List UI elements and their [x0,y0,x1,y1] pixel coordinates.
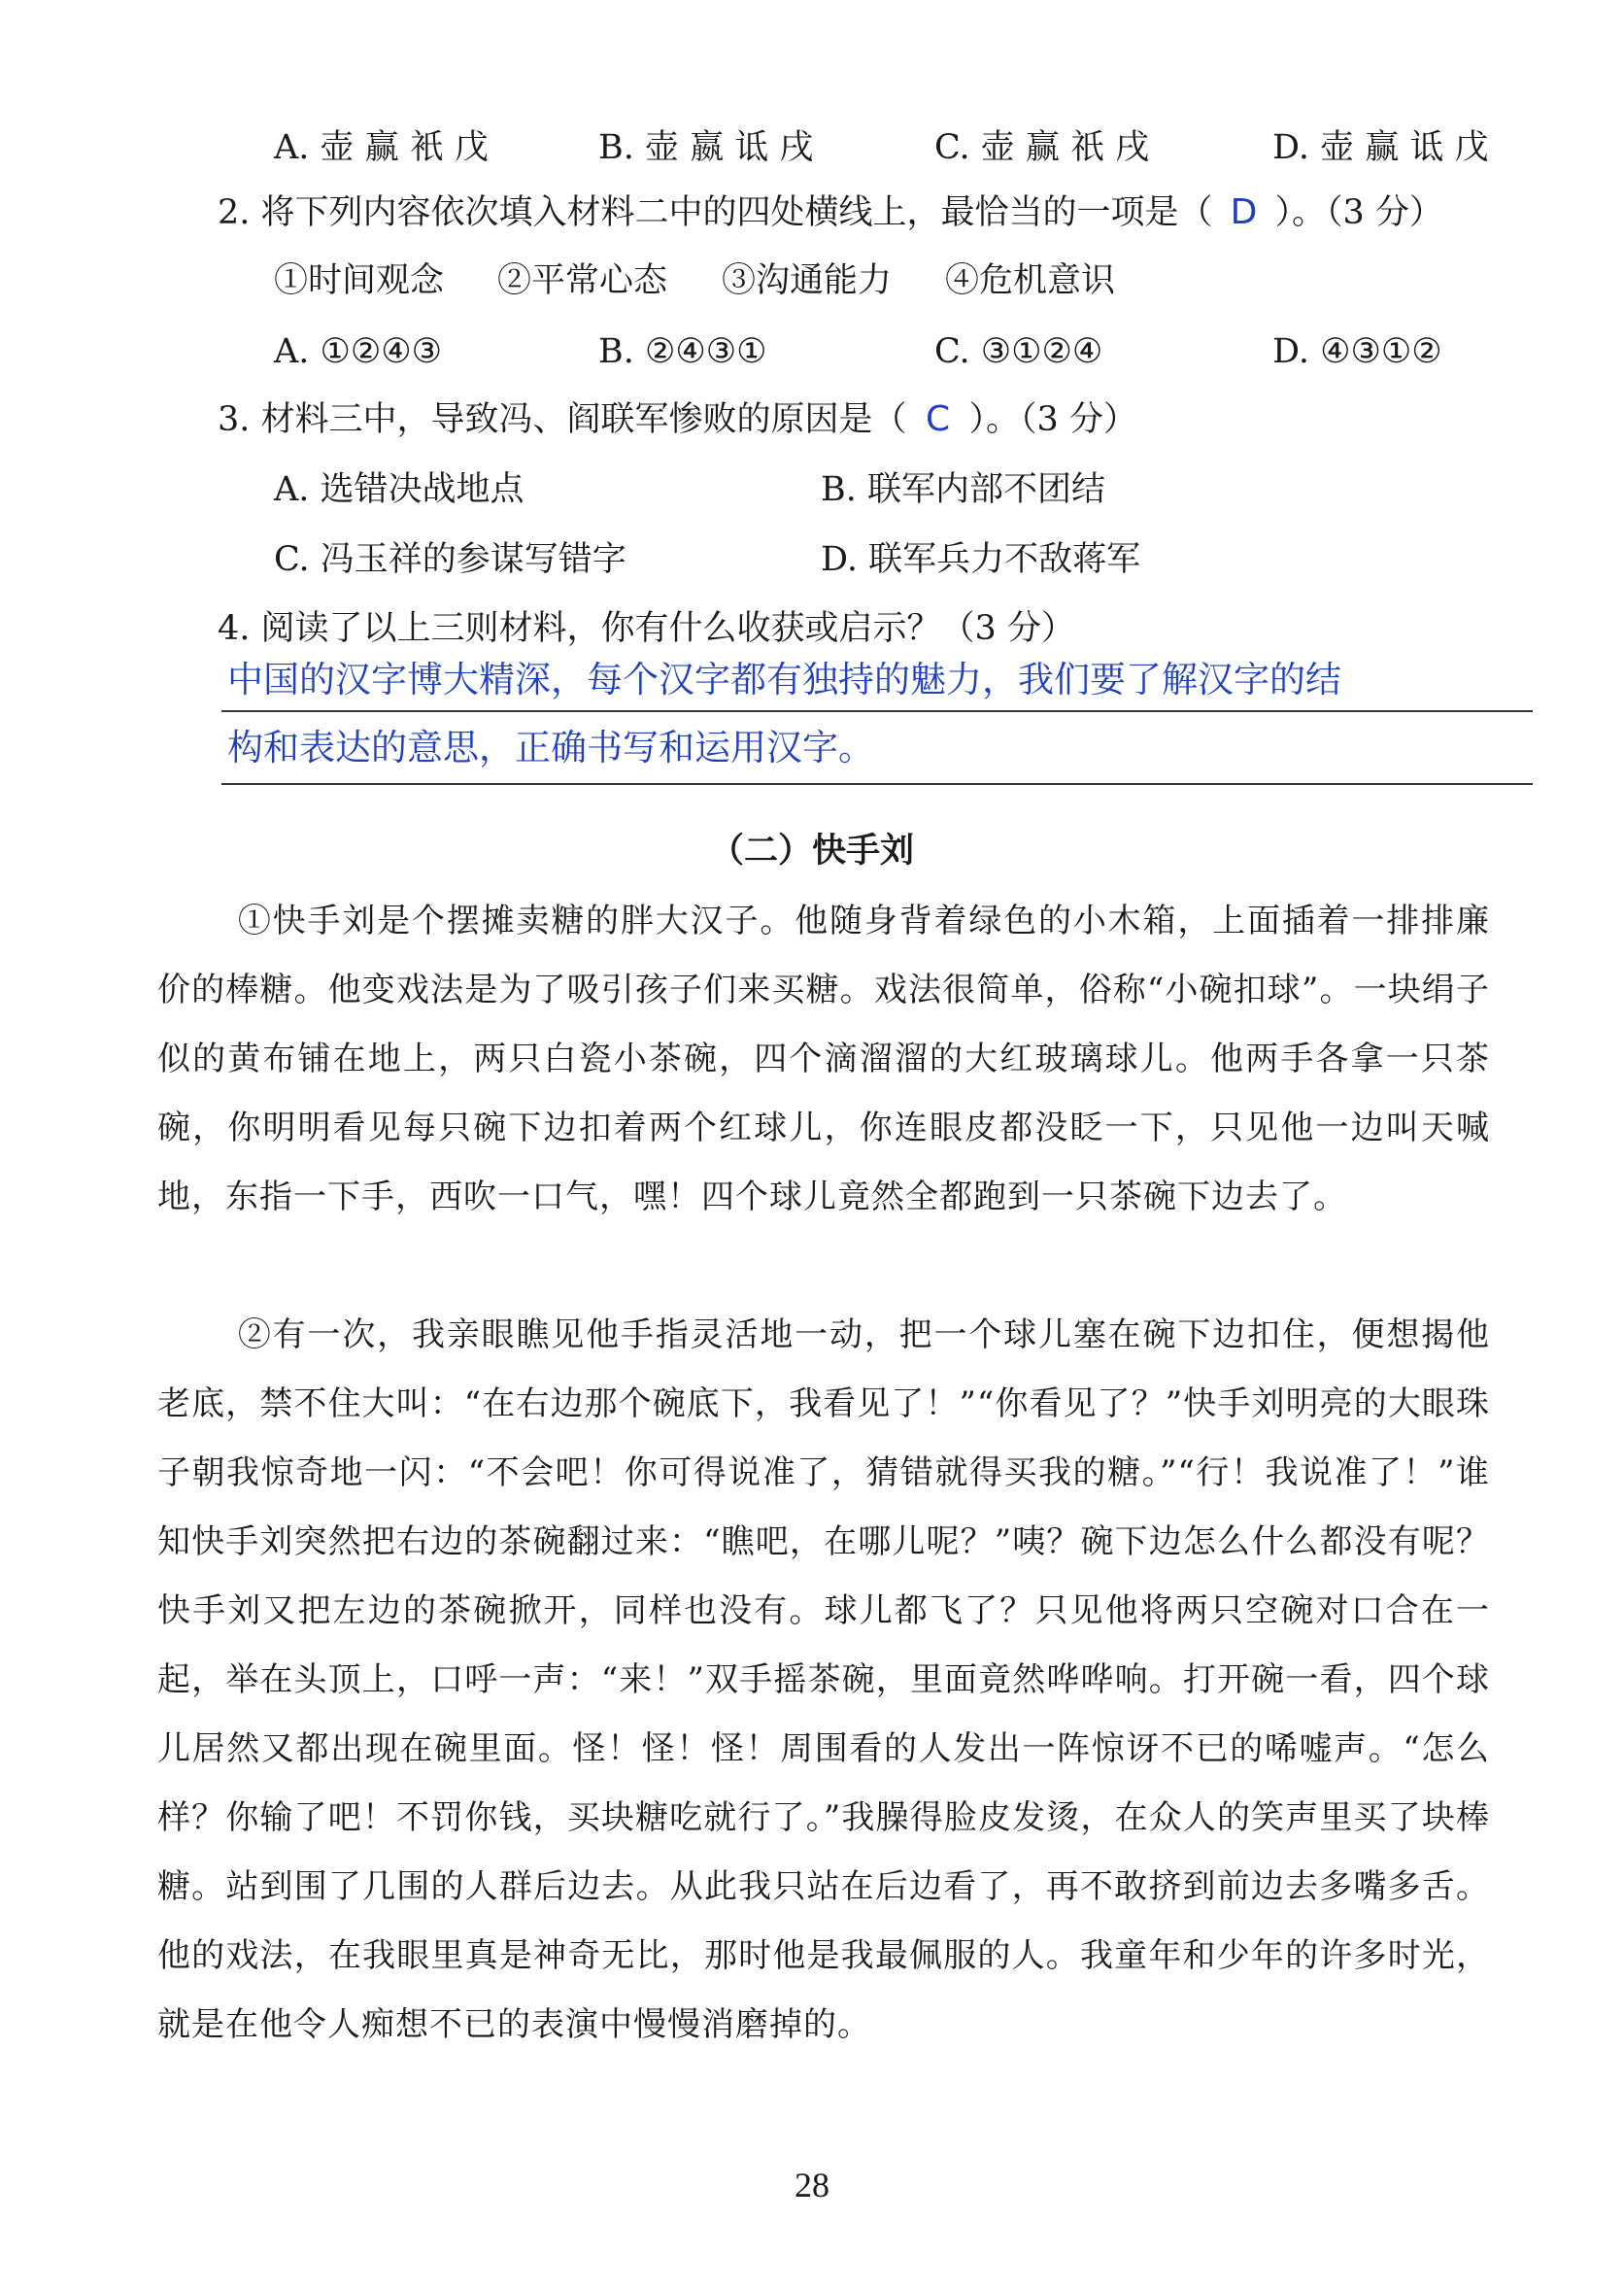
paragraph-2-text: ②有一次，我亲眼瞧见他手指灵活地一动，把一个球儿塞在碗下边扣住，便想揭他老底，禁不住大叫：“在右边那个碗底下，我看见了！”“你看见了？”快手刘明亮的大眼珠子朝我惊奇地一闪：“不会吧！你可得说准了，猜错就得买我的糖。”“行！我说准了！”谁知快手刘突然把右边的茶碗翻过来：“瞧吧，在哪儿呢？”咦？碗下边怎么什么都没有呢？快手刘又把左边的茶碗掀开，同样也没有。球儿都飞了？只见他将两只空碗对口合在一起，举在头顶上，口呼一声：“来！”双手摇茶碗，里面竟然哗哗响。打开碗一看，四个球儿居然又都出现在碗里面。怪！怪！怪！周围看的人发出一阵惊讶不已的唏嘘声。“怎么样？你输了吧！不罚你钱，买块糖吃就行了。”我臊得脸皮发烫，在众人的笑声里买了块棒糖。站到围了几围的人群后边去。从此我只站在后边看了，再不敢挤到前边去多嘴多舌。他的戏法，在我眼里真是神奇无比，那时他是我最佩服的人。我童年和少年的许多时光，就是在他令人痴想不已的表演中慢慢消磨掉的。 [157,1315,1490,2044]
q2-answer: D [1230,192,1258,232]
answer-rule-2 [221,783,1533,785]
paragraph-1-text: ①快手刘是个摆摊卖糖的胖大汉子。他随身背着绿色的小木箱，上面插着一排排廉价的棒糖。他变戏法是为了吸引孩子们来买糖。戏法很简单，俗称“小碗扣球”。一块绢子似的黄布铺在地上，两只白瓷小茶碗，四个滴溜溜的大红玻璃球儿。他两手各拿一只茶碗，你明明看见每只碗下边扣着两个红球儿，你连眼皮都没眨一下，只见他一边叫天喊地，东指一下手，西吹一口气，嘿！四个球儿竟然全都跑到一只茶碗下边去了。 [157,902,1490,1216]
paragraph-1 [157,887,1490,1232]
section-title: （二）快手刘 [709,832,914,871]
q3-option-b: B. 联军内部不团结 [821,470,1105,509]
q4-answer-line-2: 构和表达的意思，正确书写和运用汉字。 [227,727,874,768]
q2-option-b: B. ②④③① [598,332,767,371]
q3-answer: C [925,399,951,439]
page-number: 28 [795,2166,829,2204]
q1-option-d: D. 壶 赢 诋 戊 [1272,128,1489,167]
q2-item-2: ②平常心态 [497,261,668,300]
q3-stem [218,396,1137,443]
q1-option-b: B. 壶 嬴 诋 戌 [598,128,814,167]
q4-answer-line-1: 中国的汉字博大精深，每个汉字都有独持的魅力，我们要了解汉字的结 [227,659,1341,700]
q2-option-a: A. ①②④③ [274,332,443,371]
q2-stem-before: 2. 将下列内容依次填入材料二中的四处横线上，最恰当的一项是（ [218,193,1213,232]
q2-item-4: ④危机意识 [945,261,1116,300]
q3-option-d: D. 联军兵力不敌蒋军 [821,540,1141,579]
q4-stem: 4. 阅读了以上三则材料，你有什么收获或启示？（3 分） [218,609,1075,648]
q2-item-1: ①时间观念 [274,261,445,300]
q3-stem-before: 3. 材料三中，导致冯、阎联军惨败的原因是（ [218,400,907,439]
q3-option-c: C. 冯玉祥的参谋写错字 [274,540,626,579]
q3-option-a: A. 选错决战地点 [274,470,524,509]
q2-item-3: ③沟通能力 [722,261,893,300]
paragraph-2 [157,1301,1490,2060]
q2-stem-after: ）。（3 分） [1274,193,1443,232]
q2-option-c: C. ③①②④ [934,332,1103,371]
q1-option-a: A. 壶 赢 衹 戊 [274,128,489,167]
q3-stem-after: ）。（3 分） [968,400,1137,439]
q2-option-d: D. ④③①② [1272,332,1442,371]
answer-rule-1 [221,710,1533,712]
q2-stem [218,189,1443,236]
q1-option-c: C. 壶 赢 祇 戌 [934,128,1150,167]
